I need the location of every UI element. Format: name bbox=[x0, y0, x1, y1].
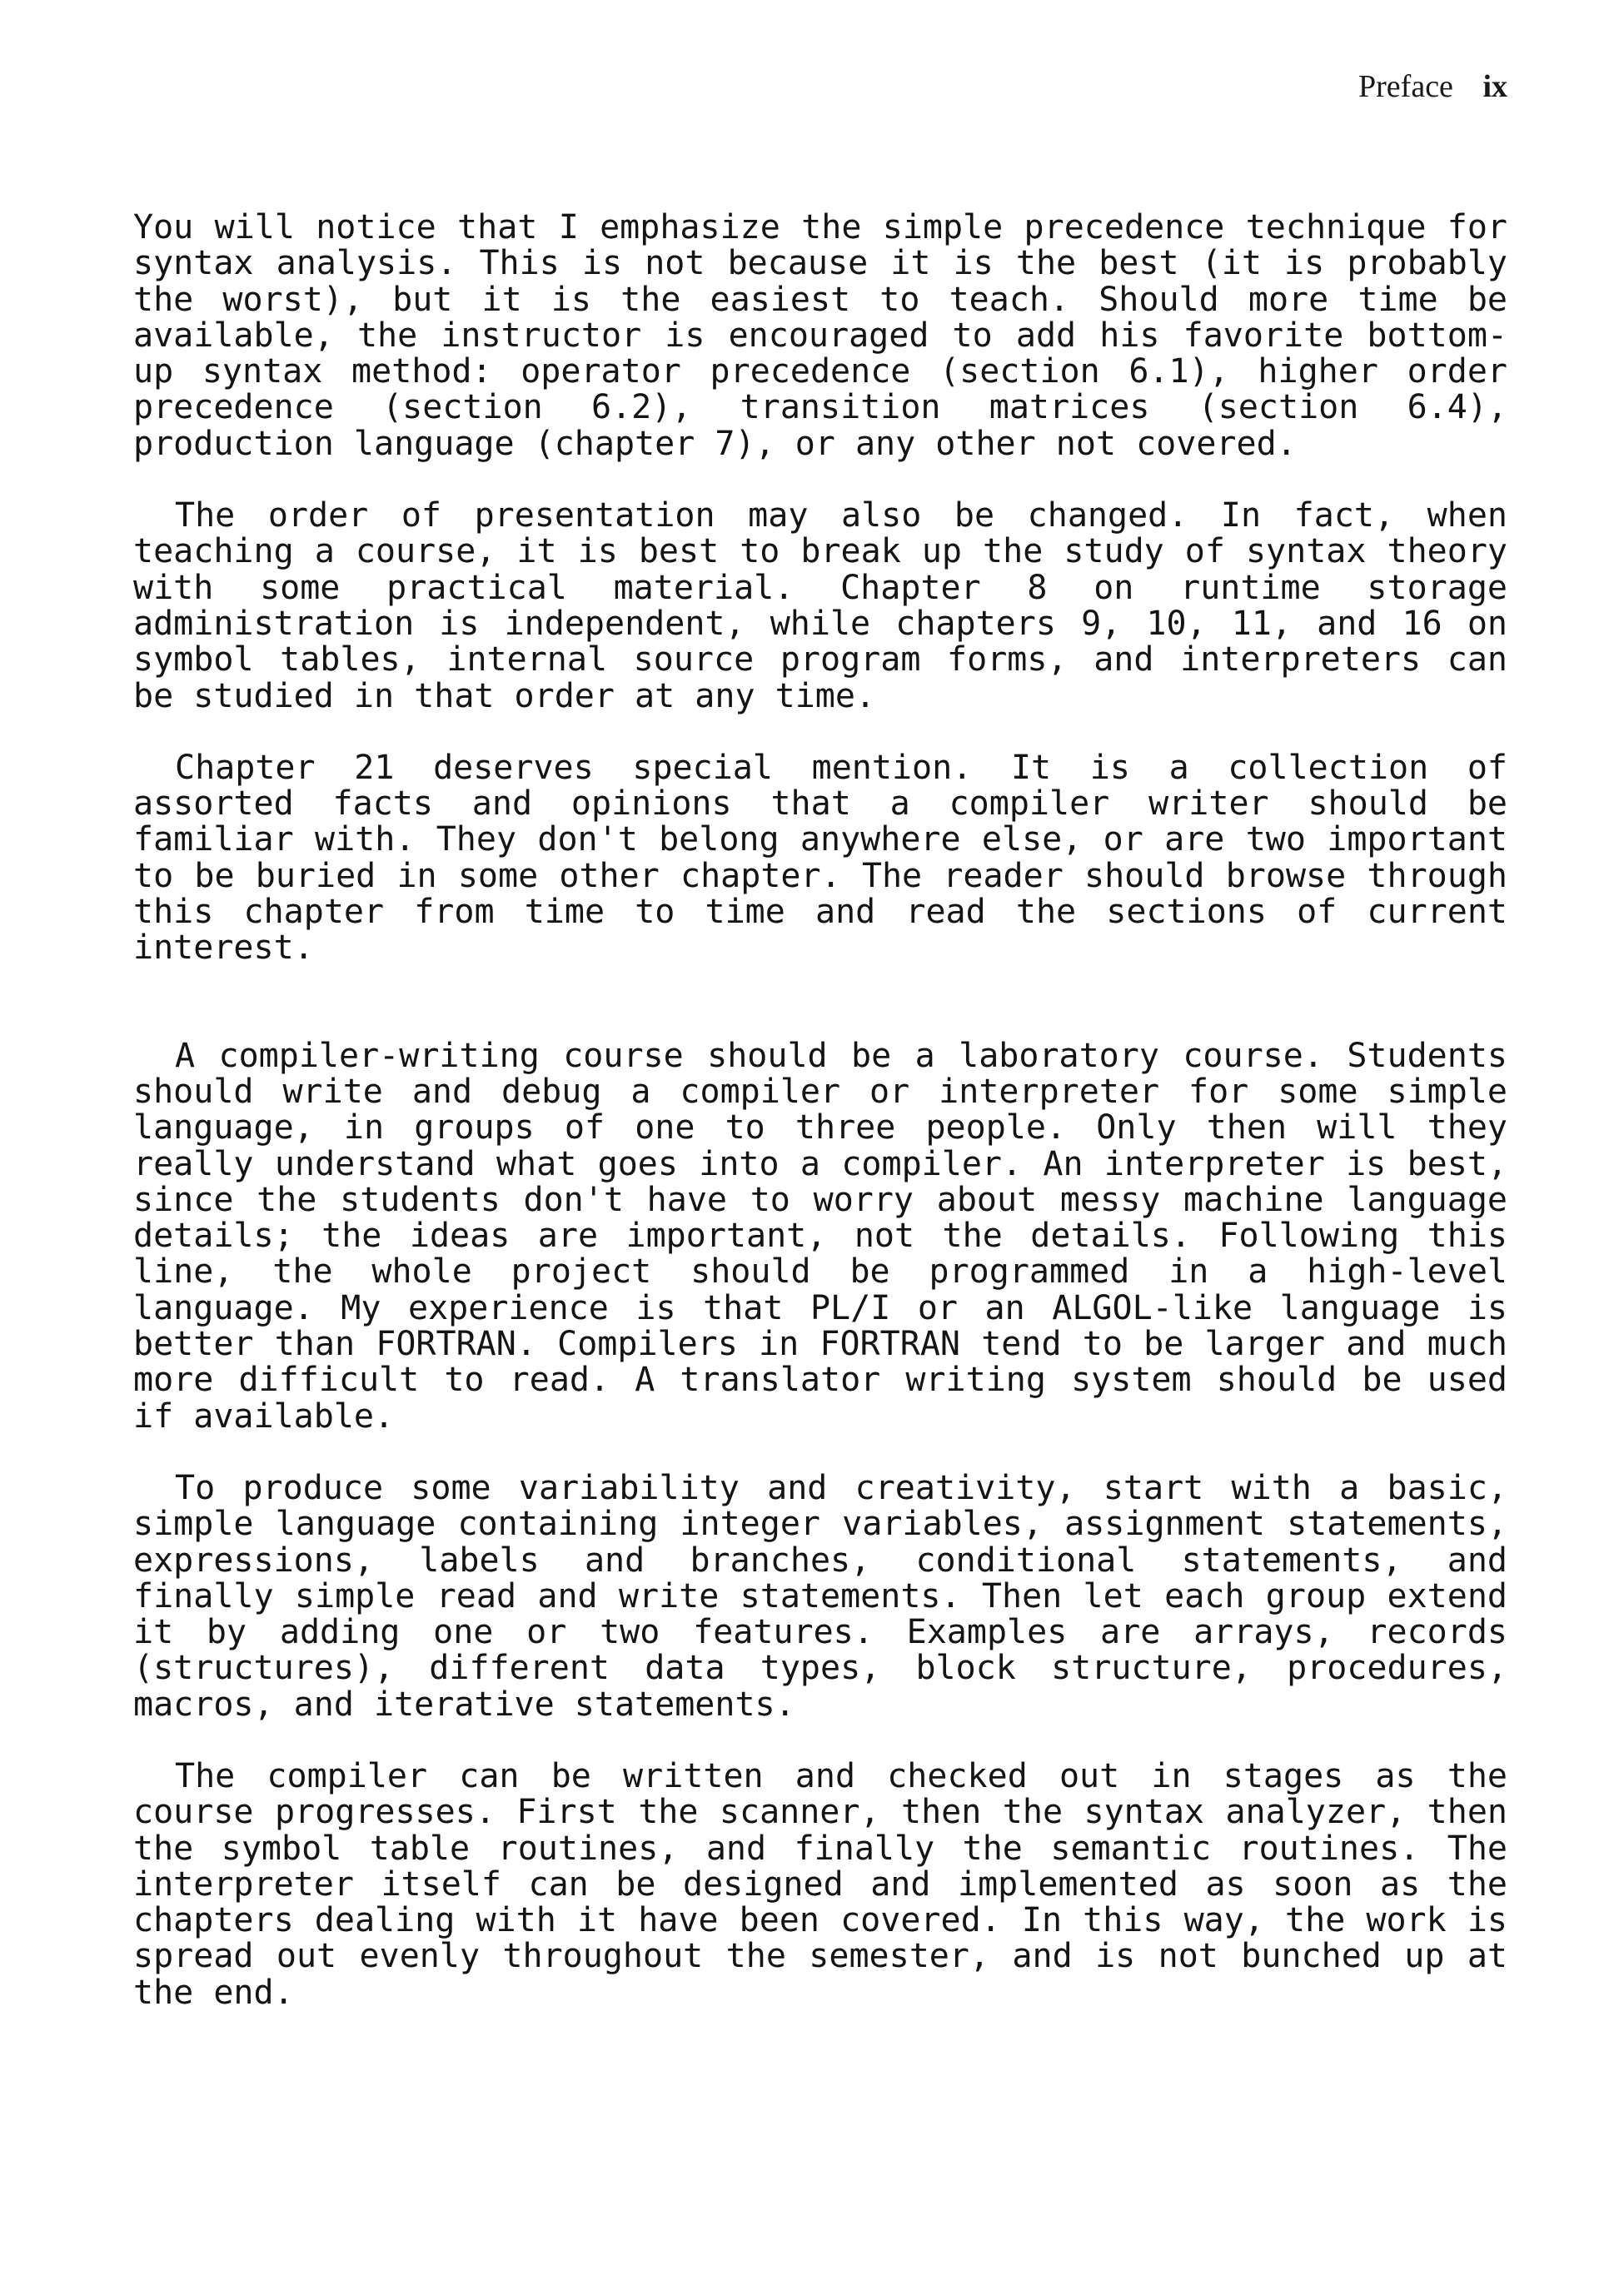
paragraph-chapter-21: Chapter 21 deserves special mention. It is a collection of assorted facts and opinions that a compiler writer should be familiar with. They don't belong anywhere else, or are two important to be buried in some other chapter. The reader should browse through this chapter from time to time and read the sections of current interest. bbox=[133, 748, 1507, 968]
paragraph-simple-precedence: You will notice that I emphasize the simple precedence technique for syntax analysis. This is not because it is the best (it is probably the worst), but it is the easiest to teach. Should more time be available, the instructor is encouraged to add his favorite bottom-up syntax method: operator precedence (section 6.1), higher order precedence (section 6.2), transition matrices (section 6.4), production language (chapter 7), or any other not covered. bbox=[133, 208, 1507, 463]
paragraph-order-of-presentation: The order of presentation may also be changed. In fact, when teaching a course, it is best to break up the study of syntax theory with some practical material. Chapter 8 on runtime storage administration is independent, while chapters 9, 10, 11, and 16 on symbol tables, internal source program forms, and interpreters can be studied in that order at any time. bbox=[133, 496, 1507, 715]
paragraph-laboratory-course: A compiler-writing course should be a laboratory course. Students should write and debug a compiler or interpreter for some simple language, in groups of one to three people. Only then will they really understand what goes into a compiler. An interpreter is best, since the students don't have to worry about messy machine language details; the ideas are important, not the details. Following this line, the whole project should be programmed in a high-level language. My experience is that PL/I or an ALGOL-like language is better than FORTRAN. Compilers in FORTRAN tend to be larger and much more difficult to read. A translator writing system should be used if available. bbox=[133, 1036, 1507, 1436]
page-number: ix bbox=[1482, 69, 1507, 104]
body-text bbox=[133, 210, 1507, 2011]
running-head bbox=[1358, 68, 1507, 105]
paragraph-variability: To produce some variability and creativity, start with a basic, simple language containing integer variables, assignment statements, expressions, labels and branches, conditional statements, and finally simple read and write statements. Then let each group extend it by adding one or two features. Examples are arrays, records (structures), different data types, block structure, procedures, macros, and iterative statements. bbox=[133, 1468, 1507, 1724]
paragraph-stages: The compiler can be written and checked out in stages as the course progresses. First the scanner, then the syntax analyzer, then the symbol table routines, and finally the semantic routines. The interpreter itself can be designed and implemented as soon as the chapters dealing with it have been covered. In this way, the work is spread out evenly throughout the semester, and is not bunched up at the end. bbox=[133, 1756, 1507, 2012]
running-head-title: Preface bbox=[1358, 69, 1453, 104]
